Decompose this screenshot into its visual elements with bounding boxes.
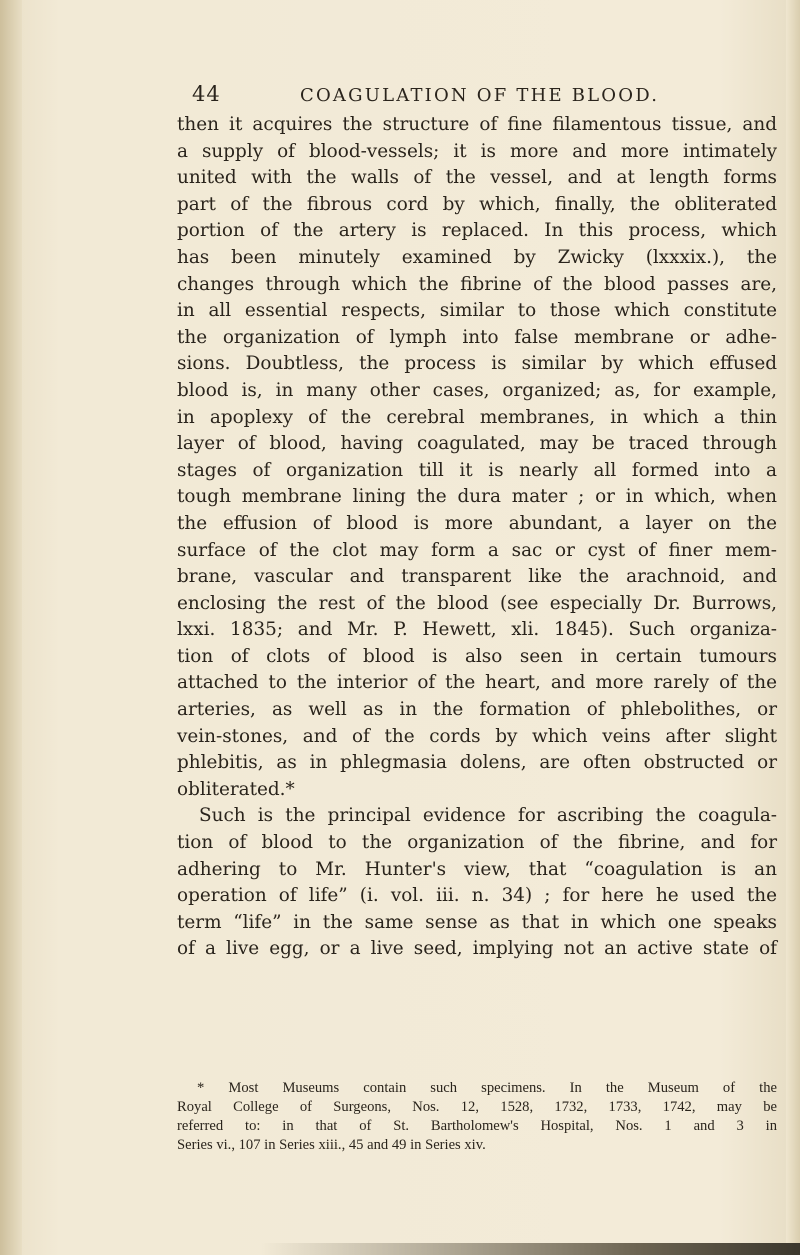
text-line: adhering to Mr. Hunter's view, that “coagulation is an [177, 858, 777, 880]
text-line: has been minutely examined by Zwicky (lxxxix.), the [177, 246, 777, 268]
text-line: Such is the principal evidence for ascribing the coagula- [199, 805, 777, 827]
text-line: a supply of blood-vessels; it is more and more intimately [177, 140, 777, 162]
text-line: blood is, in many other cases, organized; as, for example, [177, 379, 777, 401]
text-line: obliterated.* [177, 778, 295, 800]
text-line: attached to the interior of the heart, and more rarely of the [177, 672, 777, 694]
page-edge [786, 0, 800, 1255]
text-line: part of the fibrous cord by which, finally, the obliterated [177, 193, 777, 215]
text-line: changes through which the fibrine of the blood passes are, [177, 273, 777, 295]
text-line: the organization of lymph into false membrane or adhe- [177, 326, 777, 348]
page-header [0, 82, 800, 112]
text-line: united with the walls of the vessel, and at length forms [177, 167, 777, 189]
footnote-line: Royal College of Surgeons, Nos. 12, 1528, 1732, 1733, 1742, may be [177, 1099, 777, 1115]
text-line: tough membrane lining the dura mater ; or in which, when [177, 486, 777, 508]
page-bottom-shadow [260, 1243, 800, 1255]
text-line: vein-stones, and of the cords by which veins after slight [177, 725, 777, 747]
footnote-line: * Most Museums contain such specimens. In the Museum of the [197, 1080, 777, 1096]
footnote [177, 1079, 777, 1155]
text-line: lxxi. 1835; and Mr. P. Hewett, xli. 1845). Such organiza- [177, 619, 777, 641]
text-line: enclosing the rest of the blood (see especially Dr. Burrows, [177, 592, 777, 614]
text-line: phlebitis, as in phlegmasia dolens, are often obstructed or [177, 752, 777, 774]
text-line: stages of organization till it is nearly all formed into a [177, 459, 777, 481]
text-line: tion of blood to the organization of the fibrine, and for [177, 832, 777, 854]
body-text [177, 112, 777, 963]
text-line: in all essential respects, similar to those which constitute [177, 300, 777, 322]
page-number: 44 [192, 82, 221, 106]
text-line: of a live egg, or a live seed, implying not an active state of [177, 938, 777, 960]
text-line: then it acquires the structure of fine filamentous tissue, and [177, 114, 777, 135]
text-line: operation of life” (i. vol. iii. n. 34) ; for here he used the [177, 885, 777, 907]
text-line: layer of blood, having coagulated, may be traced through [177, 433, 777, 455]
text-line: portion of the artery is replaced. In this process, which [177, 220, 777, 242]
text-line: the effusion of blood is more abundant, a layer on the [177, 512, 777, 534]
text-line: arteries, as well as in the formation of phlebolithes, or [177, 699, 777, 721]
page-spine-shadow [0, 0, 22, 1255]
text-line: sions. Doubtless, the process is similar by which effused [177, 353, 777, 375]
running-head: COAGULATION OF THE BLOOD. [300, 85, 660, 106]
text-line: brane, vascular and transparent like the arachnoid, and [177, 566, 777, 588]
text-line: term “life” in the same sense as that in which one speaks [177, 911, 777, 933]
text-line: surface of the clot may form a sac or cyst of finer mem- [177, 539, 777, 561]
text-line: in apoplexy of the cerebral membranes, in which a thin [177, 406, 777, 428]
footnote-line: Series vi., 107 in Series xiii., 45 and 49 in Series xiv. [177, 1137, 486, 1153]
footnote-line: referred to: in that of St. Bartholomew's Hospital, Nos. 1 and 3 in [177, 1118, 777, 1134]
text-line: tion of clots of blood is also seen in certain tumours [177, 645, 777, 667]
